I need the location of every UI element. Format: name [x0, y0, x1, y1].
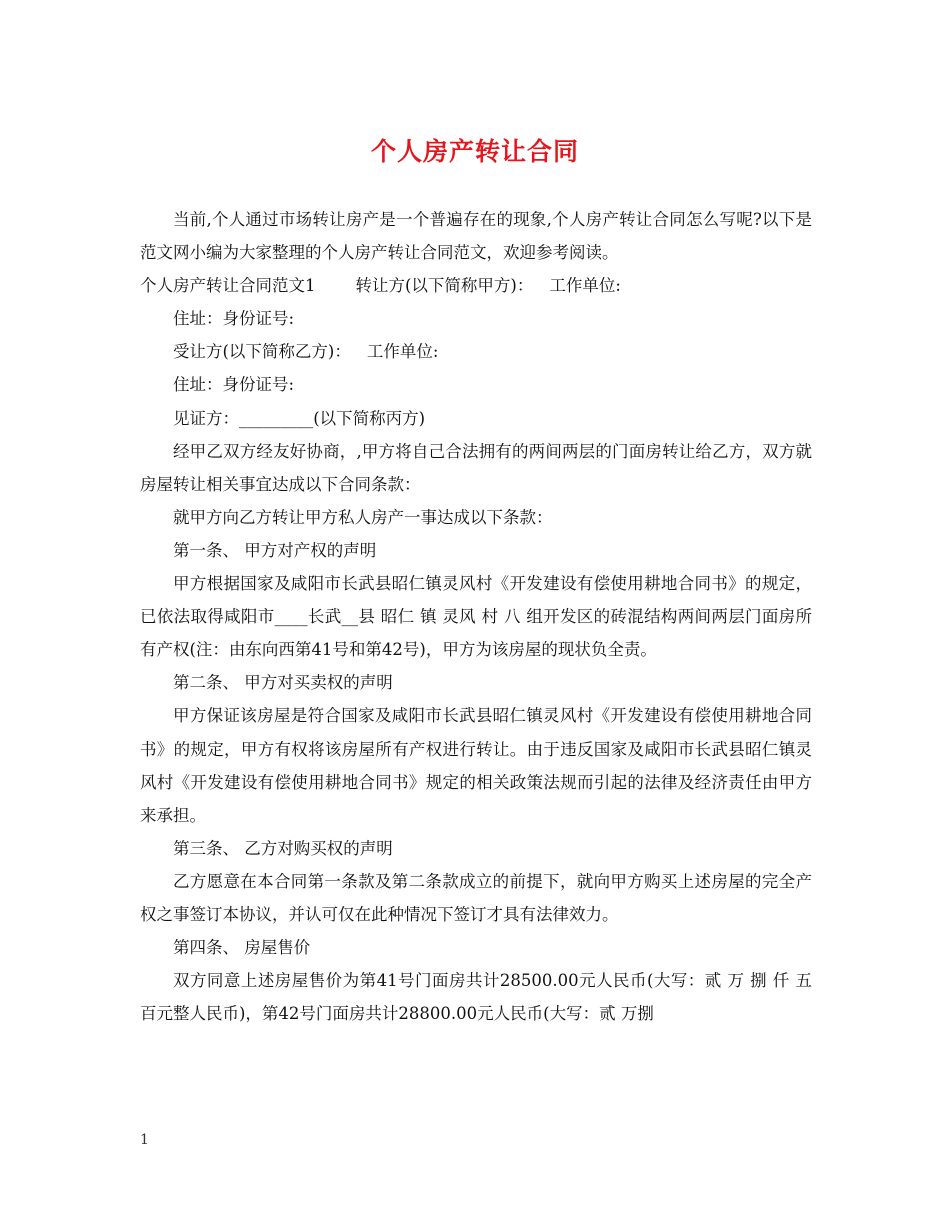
article-2-title: 第二条、 甲方对买卖权的声明 — [173, 673, 393, 693]
terms-paragraph: 就甲方向乙方转让甲方私人房产一事达成以下条款： — [173, 507, 553, 527]
intro-paragraph: 当前,个人通过市场转让房产是一个普遍存在的现象,个人房产转让合同怎么写呢?以下是范文网小编为大家整理的个人房产转让合同范文，欢迎参考阅读。 — [140, 210, 812, 263]
document-title: 个人房产转让合同 — [370, 137, 579, 166]
article-2-text: 甲方保证该房屋是符合国家及咸阳市长武县昭仁镇灵风村《开发建设有偿使用耕地合同书》的规定，甲方有权将该房屋所有产权进行转让。由于违反国家及咸阳市长武县昭仁镇灵风村《开发建设有偿使用耕地合同书》规定的相关政策法规而引起的法律及经济责任由甲方来承担。 — [140, 706, 812, 825]
sample-heading: 个人房产转让合同范文1 — [140, 276, 316, 296]
page-number: 1 — [140, 1132, 149, 1148]
article-4-title: 第四条、 房屋售价 — [173, 938, 311, 958]
agreement-paragraph: 经甲乙双方经友好协商，,甲方将自己合法拥有的两间两层的门面房转让给乙方，双方就房屋转让相关事宜达成以下合同条款： — [140, 441, 812, 494]
article-3-title: 第三条、 乙方对购买权的声明 — [173, 838, 393, 858]
witness-line: 见证方：_________(以下简称丙方) — [173, 408, 426, 428]
transferee-address-line: 住址：身份证号: — [173, 375, 295, 395]
transferor-work-label: 工作单位: — [549, 276, 621, 296]
document-body — [140, 203, 812, 1030]
article-1-title: 第一条、 甲方对产权的声明 — [173, 540, 377, 560]
article-3-text: 乙方愿意在本合同第一条款及第二条款成立的前提下，就向甲方购买上述房屋的完全产权之事签订本协议，并认可仅在此种情况下签订才具有法律效力。 — [140, 871, 812, 924]
transferor-address-line: 住址：身份证号: — [173, 309, 295, 329]
transferee-label: 受让方(以下简称乙方)： — [173, 342, 351, 362]
article-1-text: 甲方根据国家及咸阳市长武县昭仁镇灵风村《开发建设有偿使用耕地合同书》的规定，已依法取得咸阳市____长武__县 昭仁 镇 灵风 村 八 组开发区的砖混结构两间两层门面房所有产权(注：由东向西第41号和第42号)，甲方为该房屋的现状负全责。 — [140, 574, 812, 660]
transferee-work-label: 工作单位: — [366, 342, 439, 362]
transferor-label: 转让方(以下简称甲方)： — [355, 276, 534, 296]
transferee-line — [140, 335, 812, 368]
article-4-text: 双方同意上述房屋售价为第41号门面房共计28500.00元人民币(大写：贰 万 捌 仟 五 百元整人民币)，第42号门面房共计28800.00元人民币(大写：贰 万捌 — [140, 971, 812, 1024]
sample-heading-line — [140, 269, 812, 302]
